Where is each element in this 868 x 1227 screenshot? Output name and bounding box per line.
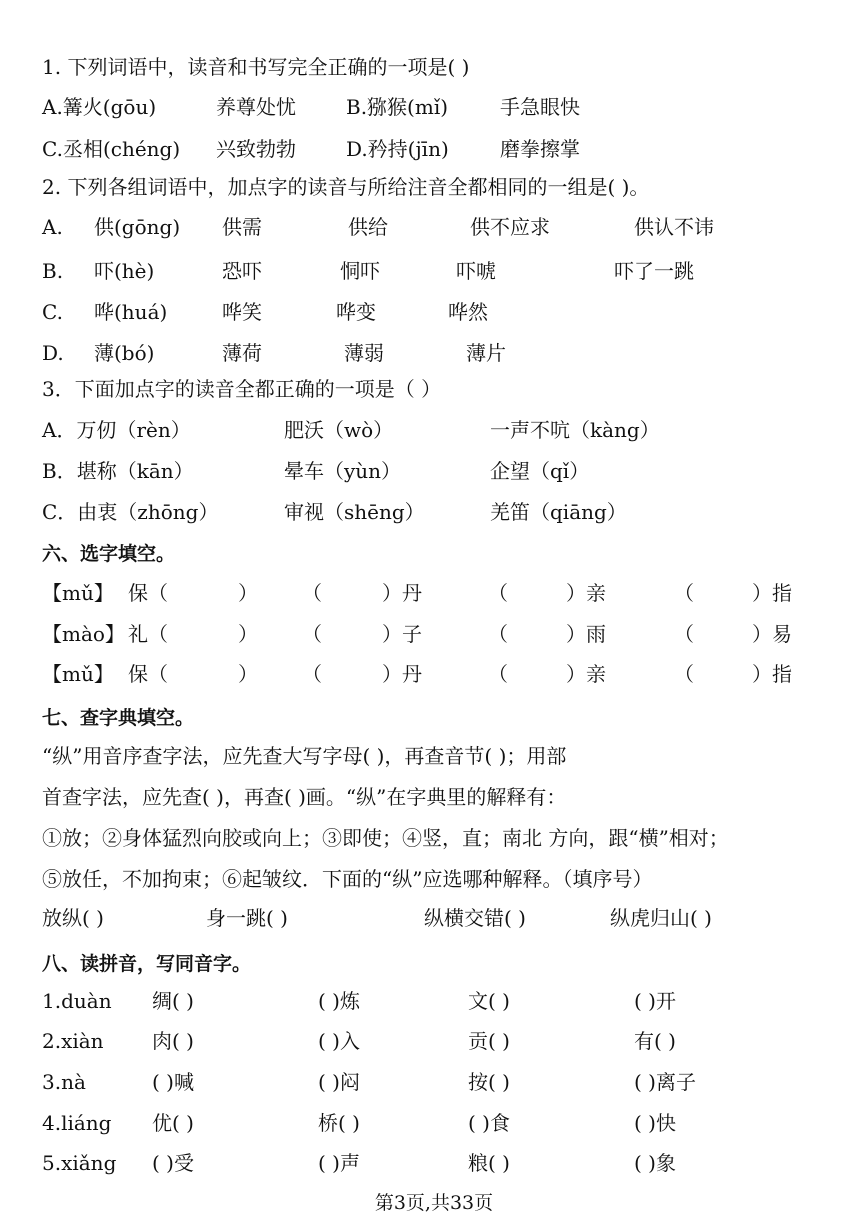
text-row [0, 297, 868, 327]
text-row [0, 172, 868, 202]
row-text: ） [238, 622, 258, 646]
row-text: ( )喊 [152, 1070, 194, 1094]
row-text: 薄片 [466, 341, 506, 365]
row-text: 审视（shēng） [284, 500, 425, 524]
row-text: 恫吓 [340, 259, 380, 283]
row-text: 企望（qǐ） [490, 459, 590, 483]
row-text: 【mǔ】 [42, 581, 114, 605]
row-text: （ [302, 662, 322, 686]
row-text: （ [488, 662, 508, 686]
row-text: B．堪称（kān） [42, 459, 194, 483]
row-text: 磨拳擦掌 [500, 137, 580, 161]
text-row [0, 659, 868, 689]
section-heading: 八、读拼音，写同音字。 [42, 953, 252, 975]
row-text: 保（ [128, 662, 168, 686]
row-text: 有( ) [634, 1029, 676, 1053]
row-text: A. [42, 215, 63, 239]
row-text: ）亲 [566, 662, 606, 686]
row-text: 3．下面加点字的读音全都正确的一项是（ ） [42, 377, 442, 401]
row-text: C. [42, 300, 63, 324]
paragraph-line: 首查字法，应先查( )，再查( )画。“纵”在字典里的解释有： [42, 785, 567, 809]
text-row [0, 134, 868, 164]
row-text: 【mào】 [42, 622, 125, 646]
page-footer: 第3页,共33页 [374, 1192, 494, 1214]
text-row [0, 1108, 868, 1138]
row-text: ）指 [752, 581, 792, 605]
row-text: B.猕猴(mǐ) [346, 95, 449, 119]
paragraph-line: ①放；②身体猛烈向胶或向上；③即使；④竖，直；南北 方向，跟“横”相对； [42, 826, 729, 850]
row-text: （ [674, 622, 694, 646]
row-text: 纵虎归山( ) [610, 906, 712, 930]
row-text: 吓(hè) [94, 259, 155, 283]
row-text: ）雨 [566, 622, 606, 646]
row-text: 供需 [222, 215, 262, 239]
row-text: 文( ) [468, 989, 510, 1013]
row-text: ( )闷 [318, 1070, 360, 1094]
row-text: 供给 [348, 215, 388, 239]
paragraph-line: “纵”用音序查字法，应先查大写字母( )，再查音节( )；用部 [42, 744, 567, 768]
row-text: 保（ [128, 581, 168, 605]
row-text: 晕车（yùn） [284, 459, 402, 483]
row-text: 绸( ) [152, 989, 194, 1013]
row-text: （ [674, 581, 694, 605]
row-text: 贡( ) [468, 1029, 510, 1053]
row-text: ( )离子 [634, 1070, 696, 1094]
row-text: 一声不吭（kàng） [490, 418, 660, 442]
row-text: 吓了一跳 [614, 259, 694, 283]
text-row [0, 619, 868, 649]
row-text: 供(gōng) [94, 215, 181, 239]
row-text: 优( ) [152, 1111, 194, 1135]
row-text: ( )食 [468, 1111, 510, 1135]
text-row [0, 52, 868, 82]
section-heading-row [0, 703, 868, 733]
row-text: A．万仞（rèn） [42, 418, 191, 442]
row-text: 粮( ) [468, 1151, 510, 1175]
row-text: ）指 [752, 662, 792, 686]
row-text: 1.duàn [42, 989, 112, 1013]
row-text: B. [42, 259, 64, 283]
row-text: ）子 [382, 622, 422, 646]
text-row [0, 903, 868, 933]
row-text: ( )受 [152, 1151, 194, 1175]
row-text: ）易 [752, 622, 792, 646]
row-text: 放纵( ) [42, 906, 104, 930]
row-text: A.篝火(gōu) [42, 95, 157, 119]
text-row [0, 1148, 868, 1178]
row-text: 2.xiàn [42, 1029, 104, 1053]
row-text: 供不应求 [470, 215, 550, 239]
row-text: 薄荷 [222, 341, 262, 365]
row-text: 吓唬 [456, 259, 496, 283]
text-row [0, 456, 868, 486]
row-text: 1. 下列词语中，读音和书写完全正确的一项是( ) [42, 55, 470, 79]
row-text: ）丹 [382, 581, 422, 605]
row-text: 桥( ) [318, 1111, 360, 1135]
row-text: 哗然 [448, 300, 488, 324]
section-heading-row [0, 539, 868, 569]
row-text: ( )象 [634, 1151, 676, 1175]
row-text: ( )快 [634, 1111, 676, 1135]
text-row [0, 1026, 868, 1056]
row-text: 养尊处忧 [216, 95, 296, 119]
text-row [0, 415, 868, 445]
dictionary-paragraph [42, 741, 729, 905]
row-text: D.矜持(jīn) [346, 137, 449, 161]
row-text: 哗(huá) [94, 300, 168, 324]
row-text: 4.liáng [42, 1111, 112, 1135]
row-text: 兴致勃勃 [216, 137, 296, 161]
row-text: 肥沃（wò） [284, 418, 394, 442]
text-row [0, 256, 868, 286]
row-text: ）丹 [382, 662, 422, 686]
row-text: 5.xiǎng [42, 1151, 117, 1175]
row-text: 羌笛（qiāng） [490, 500, 627, 524]
row-text: 2. 下列各组词语中，加点字的读音与所给注音全都相同的一组是( )。 [42, 175, 650, 199]
row-text: 供认不讳 [634, 215, 714, 239]
row-text: ( )开 [634, 989, 676, 1013]
row-text: 肉( ) [152, 1029, 194, 1053]
text-row [0, 212, 868, 242]
row-text: C．由衷（zhōng） [42, 500, 219, 524]
row-text: C.丞相(chéng) [42, 137, 181, 161]
text-row [0, 497, 868, 527]
row-text: ( )炼 [318, 989, 360, 1013]
row-text: 【mǔ】 [42, 662, 114, 686]
row-text: 按( ) [468, 1070, 510, 1094]
text-row [0, 578, 868, 608]
text-row [0, 338, 868, 368]
paragraph-line: ⑤放任，不加拘束；⑥起皱纹．下面的“纵”应选哪种解释。（填序号） [42, 867, 653, 891]
text-row [0, 986, 868, 1016]
row-text: 礼（ [128, 622, 168, 646]
row-text: 身一跳( ) [206, 906, 288, 930]
section-heading: 六、选字填空。 [42, 543, 176, 565]
row-text: （ [302, 581, 322, 605]
row-text: 哗笑 [222, 300, 262, 324]
section-heading: 七、查字典填空。 [42, 707, 195, 729]
row-text: 哗变 [336, 300, 376, 324]
text-row [0, 92, 868, 122]
row-text: （ [488, 622, 508, 646]
row-text: 手急眼快 [500, 95, 580, 119]
row-text: ( )入 [318, 1029, 360, 1053]
row-text: （ [674, 662, 694, 686]
text-row [0, 374, 868, 404]
text-row [0, 1067, 868, 1097]
row-text: （ [488, 581, 508, 605]
row-text: 薄(bó) [94, 341, 155, 365]
row-text: 纵横交错( ) [424, 906, 526, 930]
row-text: D. [42, 341, 64, 365]
row-text: ( )声 [318, 1151, 360, 1175]
row-text: （ [302, 622, 322, 646]
row-text: 3.nà [42, 1070, 86, 1094]
row-text: ）亲 [566, 581, 606, 605]
row-text: ） [238, 662, 258, 686]
section-heading-row [0, 949, 868, 979]
row-text: 薄弱 [344, 341, 384, 365]
row-text: 恐吓 [222, 259, 262, 283]
row-text: ） [238, 581, 258, 605]
